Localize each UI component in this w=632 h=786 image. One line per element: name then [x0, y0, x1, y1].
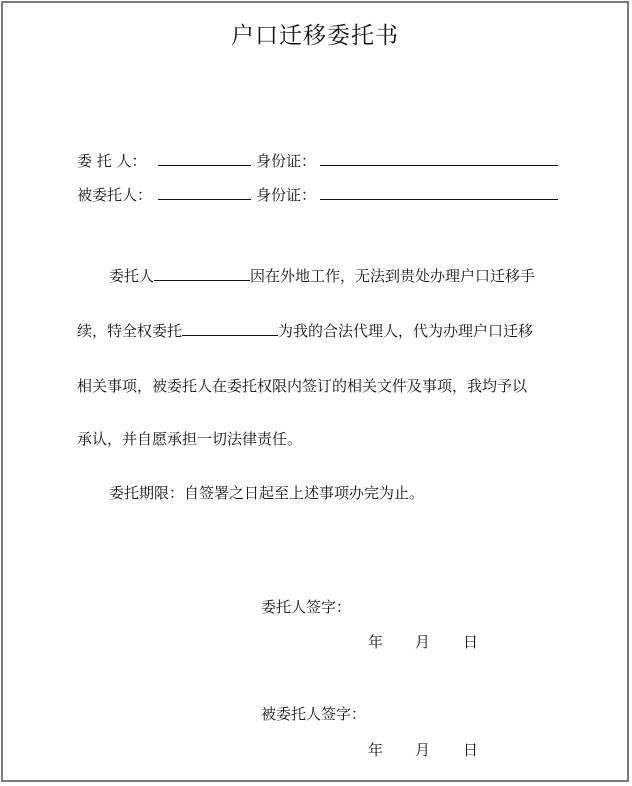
body-line-2 [77, 320, 533, 341]
document-page [1, 1, 629, 782]
body-line-2-start: 续，特全权委托 [77, 322, 183, 340]
principal-id-label: 身份证： [256, 152, 317, 170]
principal-date-year: 年 [368, 633, 384, 651]
agent-date-day: 日 [463, 741, 479, 759]
body-agent-blank[interactable] [182, 321, 278, 336]
principal-signature-label: 委托人签字： [261, 598, 352, 616]
body-line-3: 相关事项，被委托人在委托权限内签订的相关文件及事项，我均予以 [77, 377, 528, 395]
agent-date-year: 年 [368, 741, 384, 759]
agent-id-blank[interactable] [320, 199, 558, 200]
agent-id-label: 身份证： [256, 186, 317, 204]
principal-id-blank[interactable] [320, 165, 558, 166]
agent-date-month: 月 [415, 741, 431, 759]
document-title: 户口迁移委托书 [231, 23, 399, 49]
principal-label: 委 托 人： [77, 152, 147, 170]
body-principal-blank[interactable] [154, 266, 250, 281]
body-line-2-end: 为我的合法代理人，代为办理户口迁移 [278, 322, 534, 340]
body-line-4: 承认，并自愿承担一切法律责任。 [77, 430, 303, 448]
agent-name-blank[interactable] [158, 199, 251, 200]
body-line-1-end: 因在外地工作，无法到贵处办理户口迁移手 [250, 267, 536, 285]
principal-name-blank[interactable] [158, 165, 251, 166]
term-paragraph: 委托期限：自签署之日起至上述事项办完为止。 [109, 484, 425, 502]
body-line-1 [109, 265, 535, 286]
agent-label: 被委托人： [77, 186, 153, 204]
body-line-1-start: 委托人 [109, 267, 155, 285]
agent-signature-label: 被委托人签字： [261, 705, 367, 723]
principal-date-month: 月 [415, 633, 431, 651]
principal-date-day: 日 [463, 633, 479, 651]
